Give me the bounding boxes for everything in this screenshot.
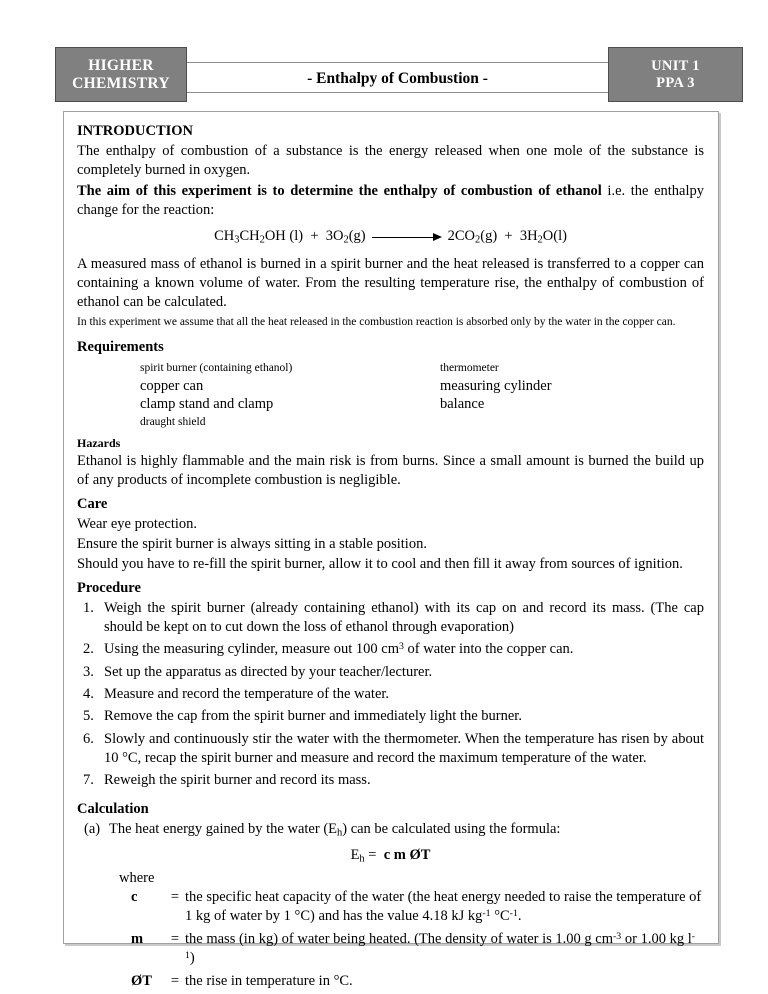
procedure-step xyxy=(77,771,704,790)
requirement-item: spirit burner (containing ethanol) xyxy=(140,361,293,374)
definition-text-a: the rise in temperature in °C. xyxy=(185,972,353,989)
introduction-paragraph-1: The enthalpy of combustion of a substance is the energy released when one mole of the substance is completely burned in oxygen. xyxy=(77,143,704,179)
requirements-list xyxy=(140,360,552,431)
document-title: - Enthalpy of Combustion - xyxy=(307,70,488,87)
header-unit-box xyxy=(608,47,743,102)
step-number: 6. xyxy=(83,730,94,747)
step-number: 1. xyxy=(83,599,94,616)
calculation-item-sub: h xyxy=(337,827,343,839)
definition-row xyxy=(131,888,704,930)
step-text: Set up the apparatus as directed by your teacher/lecturer. xyxy=(104,663,433,680)
step-text-pre: Using the measuring cylinder, measure out 100 cm xyxy=(104,641,399,658)
procedure-step xyxy=(77,730,704,769)
requirement-item: copper can xyxy=(140,377,204,394)
step-number: 7. xyxy=(83,772,94,789)
introduction-aim-bold: The aim of this experiment is to determine the enthalpy of combustion of ethanol xyxy=(77,182,602,199)
definition-row xyxy=(131,972,704,994)
definition-sup-1: -3 xyxy=(613,930,622,942)
care-line: Should you have to re-fill the spirit burner, allow it to cool and then fill it away from sources of ignition. xyxy=(77,555,683,572)
step-number: 5. xyxy=(83,708,94,725)
where-label: where xyxy=(119,870,155,887)
step-number: 3. xyxy=(83,663,94,680)
procedure-step xyxy=(77,663,704,682)
introduction-aim-rest: i.e. the enthalpy change for the reaction: xyxy=(77,182,704,218)
equation-reactants: $CH_3CH_2OH$ $(l) + 3O_2(g)$ xyxy=(214,228,366,246)
calculation-item-a xyxy=(84,820,704,840)
requirements-heading: Requirements xyxy=(77,338,164,355)
introduction-paragraph-2: A measured mass of ethanol is burned in a spirit burner and the heat released is transferred to a copper can containing a known volume of water. From the resulting temperature rise, the enthalpy of combustion of ethanol can be calculated. xyxy=(77,255,704,311)
introduction-heading: INTRODUCTION xyxy=(77,123,194,139)
formula-symbol-sub: h xyxy=(359,853,365,865)
combustion-equation xyxy=(77,228,704,245)
requirement-item: thermometer xyxy=(440,361,499,374)
symbol-definitions xyxy=(131,888,704,994)
procedure-step xyxy=(77,640,704,659)
equation-products: $2CO_2(g) + 3H_2O(l)$ xyxy=(447,228,567,246)
calculation-item-post: ) can be calculated using the formula: xyxy=(342,821,561,838)
definition-text-b: °C xyxy=(490,908,510,925)
header-unit-line1: UNIT 1 xyxy=(651,57,700,74)
definition-text-a: the specific heat capacity of the water (the heat energy needed to raise the temperature of 1 kg of water by 1 °C) and has the value 4.18 kJ kg xyxy=(185,889,702,925)
formula-symbol: E xyxy=(350,846,360,863)
step-text: Slowly and continuously stir the water with the thermometer. When the temperature has risen by about 10 °C, recap the spirit burner and measure and record the maximum temperature of the water. xyxy=(104,730,704,766)
formula-equals: = xyxy=(368,846,377,863)
definition-equals: = xyxy=(170,930,180,947)
procedure-list xyxy=(77,599,704,791)
step-text: Reweigh the spirit burner and record its mass. xyxy=(104,772,371,789)
definition-symbol: ØT xyxy=(131,972,152,989)
content-frame xyxy=(63,111,719,989)
calculation-item-pre: The heat energy gained by the water (E xyxy=(109,821,338,838)
step-superscript: 3 xyxy=(398,641,404,653)
definition-text xyxy=(185,930,704,972)
header-subject-line2: CHEMISTRY xyxy=(72,74,170,92)
step-number: 4. xyxy=(83,685,94,702)
definition-text-c: . xyxy=(517,908,522,925)
definition-equals: = xyxy=(170,889,180,906)
step-number: 2. xyxy=(83,641,94,658)
calculation-heading: Calculation xyxy=(77,801,149,818)
care-heading: Care xyxy=(77,496,108,513)
header-rule-top xyxy=(187,62,608,63)
header-unit-line2: PPA 3 xyxy=(656,74,695,91)
step-text: Measure and record the temperature of the water. xyxy=(104,685,390,702)
procedure-step xyxy=(77,685,704,704)
definition-sup-2: -1 xyxy=(185,930,695,962)
care-line: Wear eye protection. xyxy=(77,516,198,533)
definition-symbol: c xyxy=(131,889,138,906)
header-rule-bottom xyxy=(187,92,608,93)
header-subject-line1: HIGHER xyxy=(88,56,154,74)
requirement-item xyxy=(440,414,552,431)
hazards-heading: Hazards xyxy=(77,435,121,450)
definition-text xyxy=(185,972,704,994)
requirement-item: measuring cylinder xyxy=(440,377,552,394)
definition-equals: = xyxy=(170,972,180,989)
calculation-item-label: (a) xyxy=(84,821,101,838)
requirement-item: draught shield xyxy=(140,415,206,428)
requirement-item: balance xyxy=(440,396,485,413)
definition-text-c: ) xyxy=(189,950,195,967)
right-arrow-icon xyxy=(372,232,442,242)
requirements-row xyxy=(140,377,552,396)
definition-sup-1: -1 xyxy=(482,908,491,920)
definition-text xyxy=(185,888,704,930)
definition-row xyxy=(131,930,704,972)
heat-energy-formula xyxy=(77,847,704,864)
definition-symbol: m xyxy=(131,930,144,947)
procedure-heading: Procedure xyxy=(77,579,141,596)
requirements-row xyxy=(140,395,552,414)
definition-sup-2: -1 xyxy=(509,908,518,920)
header-subject-box xyxy=(55,47,187,102)
step-text: Remove the cap from the spirit burner and immediately light the burner. xyxy=(104,708,522,725)
step-text-post: of water into the copper can. xyxy=(403,641,574,658)
definition-text-a: the mass (in kg) of water being heated. (The density of water is 1.00 g cm xyxy=(185,930,614,947)
introduction-aim xyxy=(77,182,704,221)
requirements-row xyxy=(140,360,552,377)
procedure-step xyxy=(77,599,704,638)
step-text: Weigh the spirit burner (already containing ethanol) with its cap on and record its mass. (The cap should be kept on to cut down the loss of ethanol through evaporation) xyxy=(104,599,704,635)
page-header xyxy=(55,47,743,104)
definition-text-b: or 1.00 kg l xyxy=(621,930,692,947)
care-line: Ensure the spirit burner is always sitting in a stable position. xyxy=(77,536,427,553)
introduction-note: In this experiment we assume that all the heat released in the combustion reaction is absorbed only by the water in the copper can. xyxy=(77,316,676,329)
requirement-item: clamp stand and clamp xyxy=(140,396,274,413)
requirements-row xyxy=(140,414,552,431)
hazards-text: Ethanol is highly flammable and the main risk is from burns. Since a small amount is burned the build up of any products of incomplete combustion is negligible. xyxy=(77,452,704,488)
formula-rhs: c m ØT xyxy=(383,846,431,863)
procedure-step xyxy=(77,707,704,726)
